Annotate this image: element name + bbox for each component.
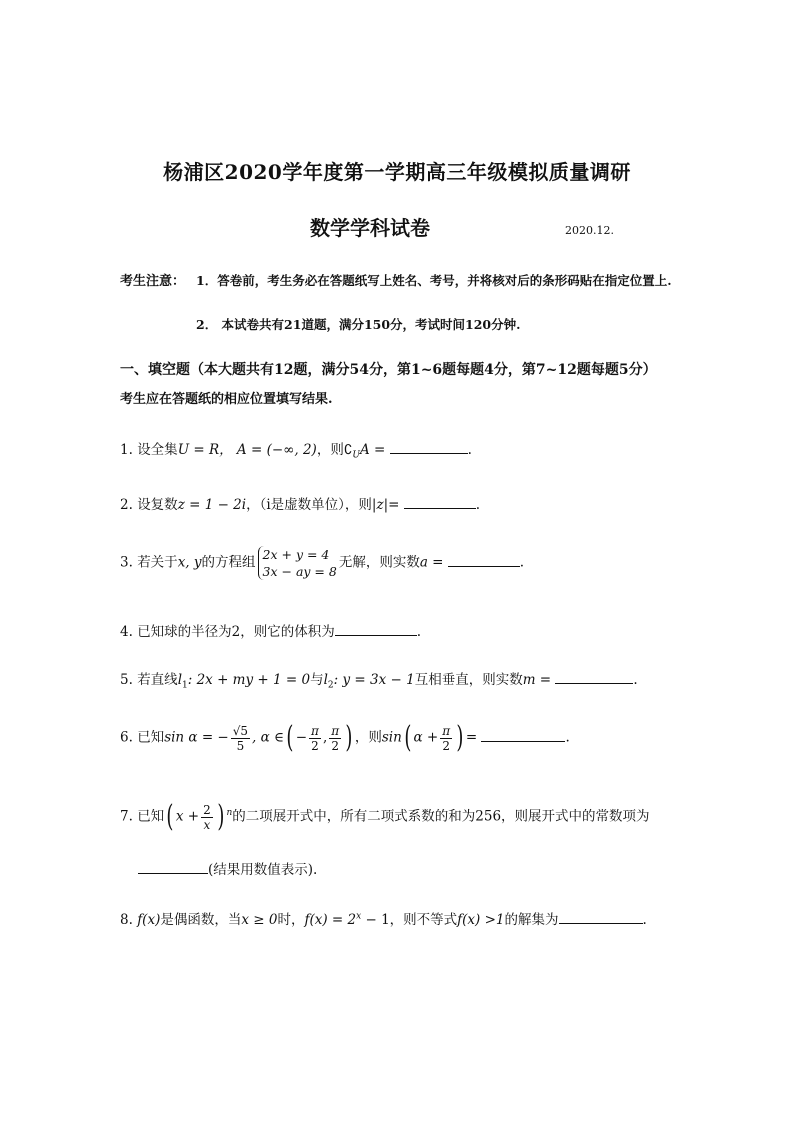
notice-label: 考生注意： <box>120 274 186 289</box>
answer-blank[interactable] <box>404 494 476 509</box>
fraction: $\frac{\pi}{2}$ <box>311 723 319 753</box>
question-number: 8. <box>120 912 133 928</box>
exam-date: 2020.12. <box>565 224 614 237</box>
question-5: 5. 若直线$l_1$: 2x + my + 1 = 0与$l_2$: y = 3x − 1互相垂直，则实数m = . <box>120 668 638 691</box>
notice-item-2: 2． 本试卷共有21道题，满分150分，考试时间120分钟. <box>196 317 521 332</box>
question-number: 2. <box>120 497 133 513</box>
question-2: 2. 设复数z = 1 − 2i，（i是虚数单位），则|z|= . <box>120 493 480 513</box>
section-note: 考生应在答题纸的相应位置填写结果. <box>120 392 333 407</box>
notice-item-1: 1．答卷前，考生务必在答题纸写上姓名、考号，并将核对后的条形码贴在指定位置上. <box>196 273 672 288</box>
question-7: 7. 已知( x + $\frac{2}{x}$ ) $^n$的二项展开式中，所有二项式系数的和为256，则展开式中的常数项为 <box>120 799 650 834</box>
question-number: 6. <box>120 729 133 746</box>
fraction: $\frac{\pi}{2}$ <box>331 723 340 753</box>
answer-blank[interactable] <box>138 859 208 874</box>
answer-blank[interactable] <box>481 727 565 742</box>
answer-blank[interactable] <box>448 552 520 567</box>
question-6: 6. 已知sin α = − $\frac{√5}{5}$ , α ∈( − $\frac{\pi}{2}$ , $\frac{\pi}{2}$ ) ，则sin( α + $\frac{\pi}{2}$ ) = . <box>120 720 570 755</box>
question-number: 1. <box>120 442 133 458</box>
exam-subtitle: 数学学科试卷 <box>310 216 430 240</box>
answer-blank[interactable] <box>335 621 417 636</box>
question-7-line-2: (结果用数值表示). <box>138 858 317 878</box>
question-number: 5. <box>120 672 133 688</box>
fraction: $\frac{√5}{5}$ <box>232 723 249 753</box>
question-1: 1. 设全集U = R， A = (−∞, 2)，则$∁_UA$ = . <box>120 438 472 461</box>
answer-blank[interactable] <box>559 909 643 924</box>
question-number: 3. <box>120 554 133 571</box>
exam-title: 杨浦区2020学年度第一学期高三年级模拟质量调研 <box>163 160 631 184</box>
section-heading: 一、填空题（本大题共有12题，满分54分，第1~6题每题4分，第7~12题每题5分） <box>120 362 657 378</box>
answer-blank[interactable] <box>390 439 468 454</box>
equation-system: 2x + y = 4 3x − ay = 8 <box>258 546 337 580</box>
question-number: 4. <box>120 624 133 640</box>
question-8: 8. f(x)是偶函数，当x ≥ 0时，$f(x) = 2^x - 1$，则不等式f(x) >1的解集为 . <box>120 908 647 928</box>
fraction: $\frac{2}{x}$ <box>203 802 211 832</box>
question-3: 3. 若关于x, y的方程组 2x + y = 4 3x − ay = 8 无解，则实数a = . <box>120 547 525 579</box>
question-4: 4. 已知球的半径为2，则它的体积为 . <box>120 620 421 640</box>
fraction: $\frac{\pi}{2}$ <box>442 723 451 753</box>
answer-blank[interactable] <box>555 669 633 684</box>
question-number: 7. <box>120 808 133 825</box>
